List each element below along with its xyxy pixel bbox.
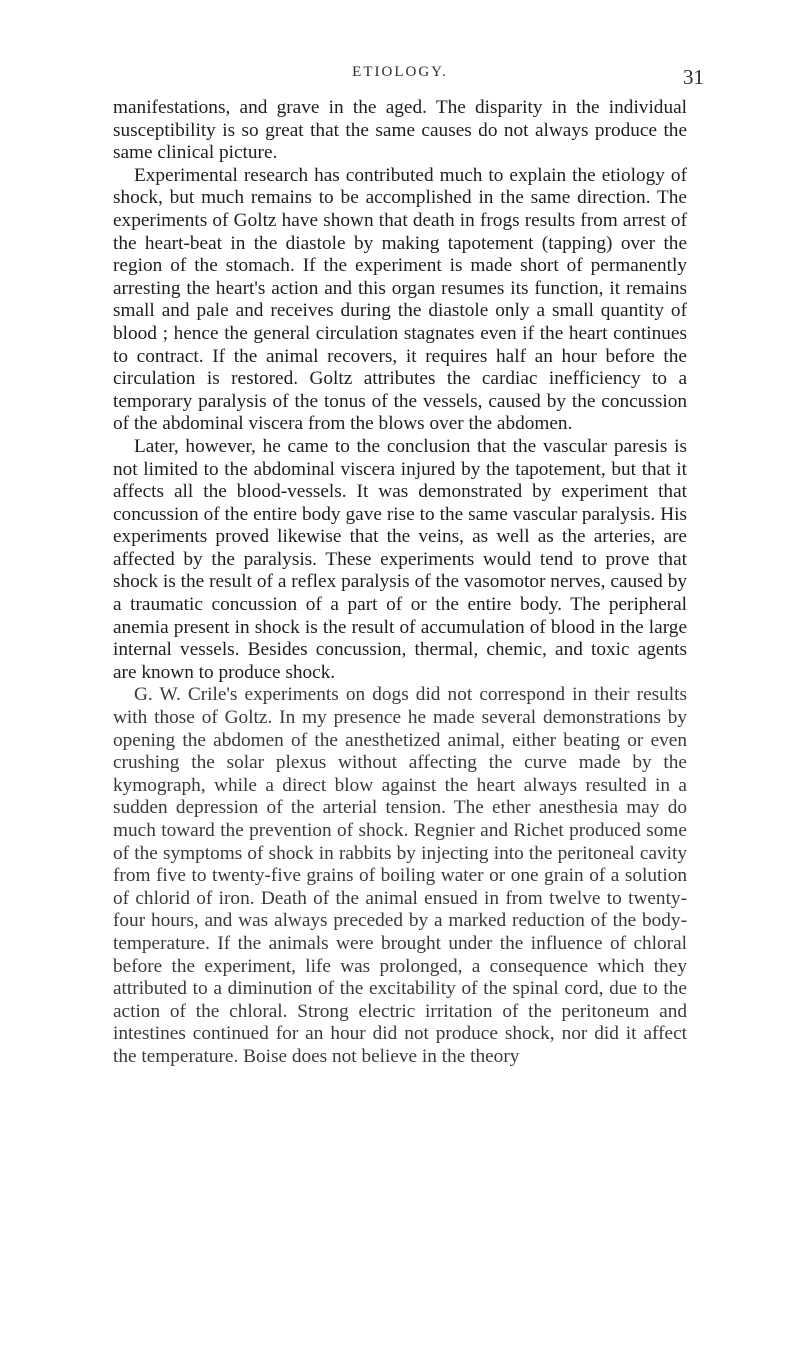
paragraph-crile-experiments: G. W. Crile's experiments on dogs did not correspond in their results with those of Goltz. In my presence he made several demonstrations by opening the abdomen of the anesthetized animal, either beating or even crushing the solar plexus without affecting the curve made by the kymograph, while a direct blow against the heart always resulted in a sudden depression of the arterial tension. The ether anesthesia may do much toward the prevention of shock. Regnier and Richet produced some of the symptoms of shock in rabbits by injecting into the peritoneal cavity from five to twenty-five grains of boiling water or one grain of a solution of chlorid of iron. Death of the animal ensued in from twelve to twenty-four hours, and was always preceded by a marked reduction of the body-temperature. If the animals were brought under the influence of chloral before the experiment, life was prolonged, a consequence which they attributed to a diminution of the excitability of the spinal cord, due to the action of the chloral. Strong electric irritation of the peritoneum and intestines continued for an hour did not produce shock, nor did it affect the temperature. Boise does not believe in the theory	[113, 684, 687, 1067]
body-text	[113, 97, 687, 1069]
paragraph-vascular-paresis: Later, however, he came to the conclusion that the vascular paresis is not limited to the abdominal viscera injured by the tapotement, but that it affects all the blood-vessels. It was demonstrated by experiment that concussion of the entire body gave rise to the same vascular paralysis. His experiments proved likewise that the veins, as well as the arteries, are affected by the paralysis. These experiments would tend to prove that shock is the result of a reflex paralysis of the vasomotor nerves, caused by a traumatic concussion of a part of or the entire body. The peripheral anemia present in shock is the result of accumulation of blood in the large internal vessels. Besides concussion, thermal, chemic, and toxic agents are known to produce shock.	[113, 435, 687, 683]
running-head	[0, 50, 800, 90]
page-number: 31	[683, 65, 704, 89]
running-title: ETIOLOGY.	[352, 64, 448, 80]
paragraph-continuation: manifestations, and grave in the aged. The disparity in the individual susceptibility is so great that the same causes do not always produce the same clinical picture.	[113, 97, 687, 164]
paragraph-goltz-experiments: Experimental research has contributed much to explain the etiology of shock, but much remains to be accomplished in the same direction. The experiments of Goltz have shown that death in frogs results from arrest of the heart-beat in the diastole by making tapotement (tapping) over the region of the stomach. If the experiment is made short of permanently arresting the heart's action and this organ resumes its function, it remains small and pale and receives during the diastole only a small quantity of blood ; hence the general circulation stagnates even if the heart continues to contract. If the animal recovers, it requires half an hour before the circulation is restored. Goltz attributes the cardiac inefficiency to a temporary paralysis of the tonus of the vessels, caused by the concussion of the abdominal viscera from the blows over the abdomen.	[113, 164, 687, 435]
